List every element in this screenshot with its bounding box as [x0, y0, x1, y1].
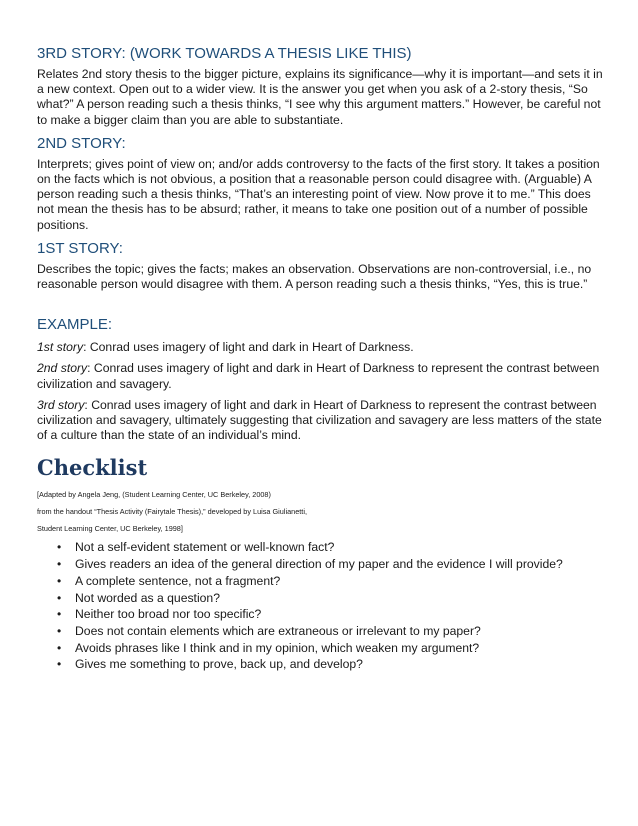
bullet-icon: •	[57, 540, 62, 555]
checklist-item	[37, 640, 603, 657]
document-page	[37, 0, 603, 673]
second-story-body: Interprets; gives point of view on; and/or adds controversy to the facts of the first story. It takes a position on the facts which is not obvious, a position that a reasonable person could disagree with. (Arguable) A person reading such a thesis thinks, “That’s an interesting point of view. Now prove it to me.” This does not mean the thesis has to be absurd; rather, it means to take one position out of a number of possible positions.	[37, 156, 600, 232]
example-third-story-label: 3rd story	[37, 397, 85, 412]
bullet-icon: •	[57, 590, 62, 605]
example-second-story-text: : Conrad uses imagery of light and dark in Heart of Darkness to represent the contrast between civilization and savagery.	[37, 361, 600, 391]
checklist-title: Checklist	[37, 455, 148, 481]
first-story-body: Describes the topic; gives the facts; makes an observation. Observations are non-controversial, i.e., no reasonable person would disagree with them. A person reading such a thesis thinks, “Yes, this is true.”	[37, 261, 592, 292]
second-story-heading: 2ND STORY:	[37, 134, 126, 152]
checklist-item	[37, 590, 603, 607]
bullet-icon: •	[57, 607, 62, 622]
checklist-item-text: A complete sentence, not a fragment?	[75, 573, 281, 588]
checklist-credit-line: [Adapted by Angela Jeng, (Student Learning Center, UC Berkeley, 2008)	[37, 490, 271, 500]
checklist-item	[37, 573, 603, 590]
checklist-item	[37, 656, 603, 673]
third-story-body: Relates 2nd story thesis to the bigger picture, explains its significance—why it is important—and sets it in a new context. Open out to a wider view. It is the answer you get when you ask of a 2-story thesis, “So what?” A person reading such a thesis thinks, “I see why this argument matters.” However, be careful not to make a bigger claim than you are able to substantiate.	[37, 67, 603, 127]
checklist-item-text: Gives me something to prove, back up, and develop?	[75, 657, 363, 672]
example-second-story-label: 2nd story	[37, 361, 88, 376]
checklist-credit-line: from the handout “Thesis Activity (Fairytale Thesis),” developed by Luisa Giulianetti,	[37, 507, 307, 517]
checklist-item-text: Does not contain elements which are extraneous or irrelevant to my paper?	[75, 623, 481, 638]
example-heading: EXAMPLE:	[37, 316, 113, 334]
checklist-item-text: Gives readers an idea of the general direction of my paper and the evidence I will provide?	[75, 557, 563, 572]
example-third-story	[37, 398, 603, 444]
example-third-story-text: : Conrad uses imagery of light and dark in Heart of Darkness to represent the contrast between civilization and savagery, ultimately suggesting that civilization and savagery are less matters of the state of a culture than the state of an individual’s mind.	[37, 397, 602, 443]
bullet-icon: •	[57, 573, 62, 588]
third-story-heading: 3RD STORY: (WORK TOWARDS A THESIS LIKE THIS)	[37, 45, 412, 62]
checklist-item-text: Neither too broad nor too specific?	[75, 607, 262, 622]
example-first-story	[37, 340, 603, 355]
example-first-story-label: 1st story	[37, 340, 84, 355]
checklist-item	[37, 623, 603, 640]
checklist-item	[37, 539, 603, 556]
bullet-icon: •	[57, 640, 62, 655]
bullet-icon: •	[57, 657, 62, 672]
bullet-icon: •	[57, 623, 62, 638]
checklist-item	[37, 606, 603, 623]
first-story-heading: 1ST STORY:	[37, 239, 123, 257]
checklist-item	[37, 556, 603, 573]
example-first-story-text: : Conrad uses imagery of light and dark in Heart of Darkness.	[83, 340, 414, 355]
checklist-item-text: Not worded as a question?	[75, 590, 220, 605]
bullet-icon: •	[57, 557, 62, 572]
checklist-item-text: Avoids phrases like I think and in my opinion, which weaken my argument?	[75, 640, 480, 655]
example-second-story	[37, 361, 603, 391]
checklist-credit-line: Student Learning Center, UC Berkeley, 1998]	[37, 524, 183, 534]
checklist-items	[37, 539, 603, 673]
checklist-item-text: Not a self-evident statement or well-known fact?	[75, 540, 335, 555]
